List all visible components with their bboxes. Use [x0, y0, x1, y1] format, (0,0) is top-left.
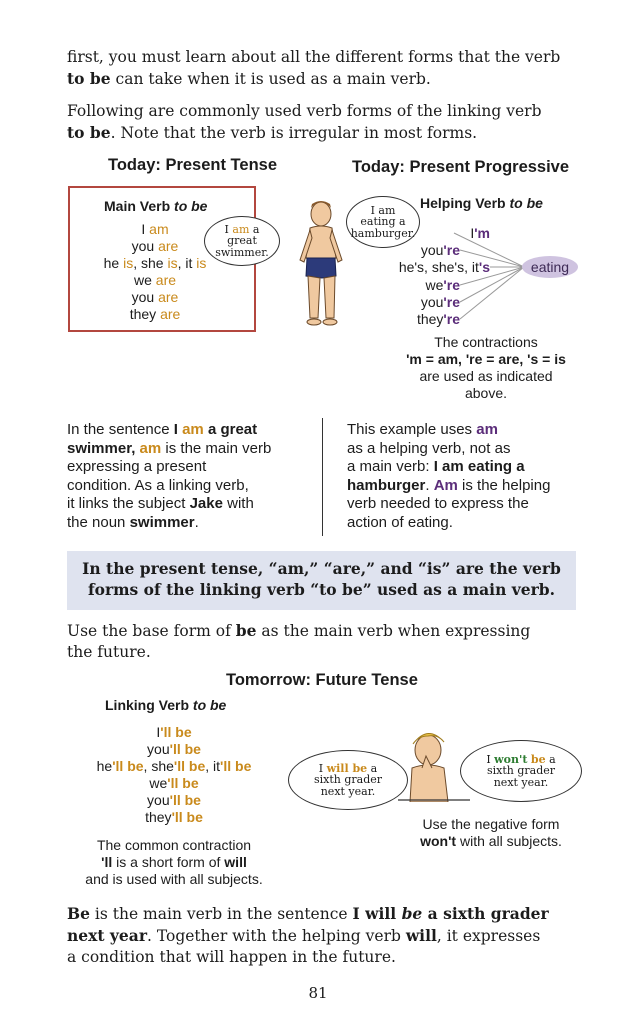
list-item: he's, she's, it's — [398, 259, 490, 276]
linking-verb-title: Linking Verb to be — [105, 697, 227, 713]
list-item: you'll be — [147, 792, 201, 808]
speech-bubble-will-be: I will be a sixth grader next year. — [288, 750, 408, 810]
list-item: I'll be — [156, 724, 192, 740]
list-item: you're — [420, 293, 460, 310]
list-item: you are — [131, 238, 179, 254]
left-explanation: In the sentence I am a great swimmer, am is the main verb expressing a present condition. As a linking verb, it links the subject Jake with the noun swimmer. — [67, 421, 272, 531]
contraction-ll-note: The common contraction 'll is a short form of will and is used with all subjects. — [85, 837, 263, 887]
future-intro-paragraph: Use the base form of be as the main verb when expressing the future. — [67, 621, 531, 661]
text-line: to be can take when it is used as a main verb. — [67, 69, 431, 88]
intro-paragraph-1 — [67, 47, 607, 90]
list-item: he is, she is, it is — [103, 255, 207, 271]
future-verb-list — [60, 724, 288, 826]
list-item: we'll be — [149, 775, 199, 791]
main-verb-title: Main Verb to be — [104, 198, 208, 214]
text-line: first, you must learn about all the different forms that the verb — [67, 48, 561, 66]
list-item: they'll be — [145, 809, 203, 825]
boy-thinking-illustration — [398, 728, 470, 802]
list-item: you're — [420, 242, 460, 259]
heading-present-progressive: Today: Present Progressive — [352, 158, 570, 176]
speech-bubble-hamburger: I am eating a hamburger. — [346, 196, 420, 248]
text-line: Following are commonly used verb forms of the linking verb — [67, 102, 542, 120]
main-verb-list — [100, 221, 210, 323]
list-item: we are — [133, 272, 177, 288]
right-explanation: This example uses am as a helping verb, not as a main verb: I am eating a hamburger. Am is the helping verb needed to express the action of eating. — [347, 421, 551, 531]
speech-bubble-wont-be: I won't be a sixth grader next year. — [460, 740, 582, 802]
text-line: to be. Note that the verb is irregular in most forms. — [67, 123, 478, 142]
rule-line: In the present tense, “am,” “are,” and “is” are the verb — [82, 559, 561, 578]
rule-line: forms of the linking verb “to be” used as a main verb. — [87, 579, 555, 599]
intro-paragraph-2 — [67, 101, 607, 144]
rule-box — [67, 551, 576, 610]
heading-present-tense: Today: Present Tense — [108, 156, 278, 174]
list-item: you are — [131, 289, 179, 305]
list-item: he'll be, she'll be, it'll be — [96, 758, 252, 774]
list-item: I'm — [470, 225, 490, 241]
heading-future-tense: Tomorrow: Future Tense — [226, 671, 418, 689]
contractions-note: The contractions 'm = am, 're = are, 's = is are used as indicated above. — [406, 334, 566, 401]
column-divider — [322, 418, 323, 536]
list-item: you'll be — [147, 741, 201, 757]
helping-verb-title: Helping Verb to be — [420, 195, 543, 211]
list-item: they're — [416, 311, 460, 328]
list-item: they are — [129, 306, 181, 322]
eating-label: eating — [522, 256, 578, 278]
negative-form-note: Use the negative form won't with all subjects. — [420, 816, 562, 849]
page-number: 81 — [308, 984, 328, 1002]
speech-bubble-swimmer: I am a great swimmer. — [204, 216, 280, 266]
list-item: we're — [425, 276, 460, 293]
list-item: I am — [141, 221, 169, 237]
closing-paragraph: Be is the main verb in the sentence I will be a sixth grader next year. Together with the helping verb will, it expresses a condition that will happen in the future. — [67, 904, 549, 966]
